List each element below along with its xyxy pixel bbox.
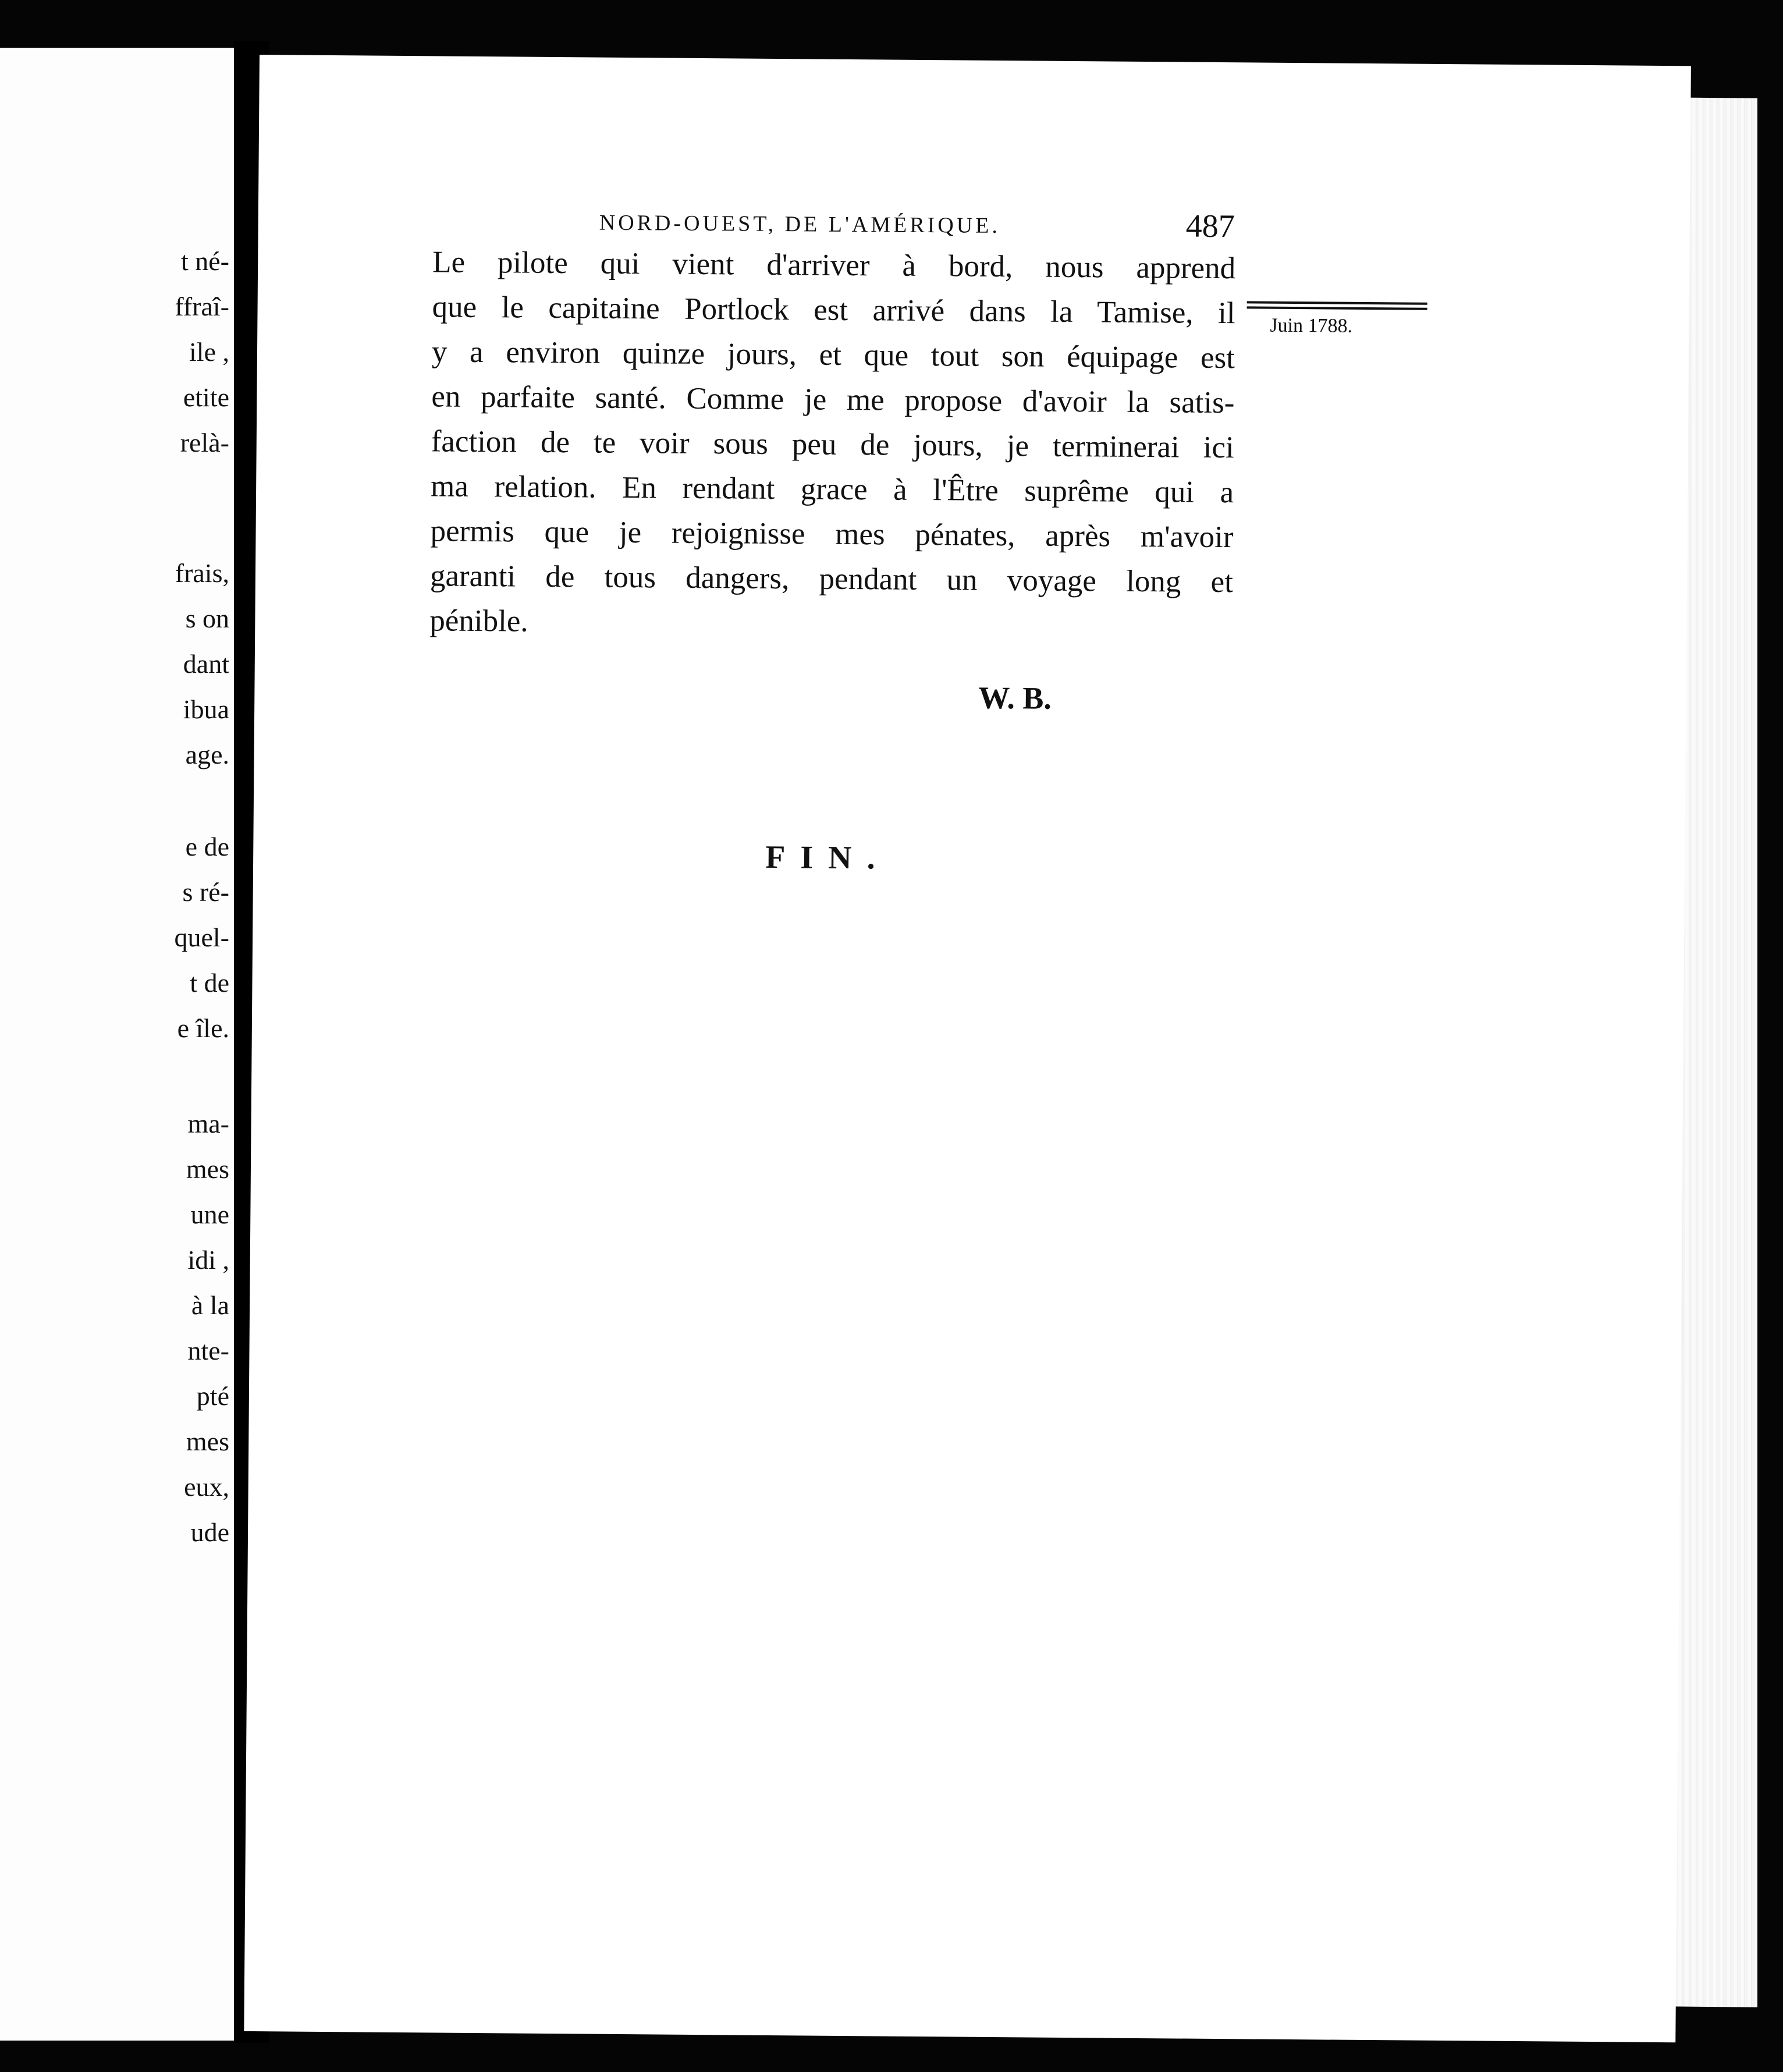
- left-line: une: [190, 1200, 229, 1229]
- body-line: faction de te voir sous peu de jours, je terminerai ici: [431, 424, 1234, 465]
- left-line: relà-: [180, 428, 229, 457]
- left-line: s on: [185, 604, 229, 633]
- left-line: t de: [190, 968, 229, 998]
- fin-label: FIN.: [765, 839, 890, 877]
- double-rule: [1247, 301, 1427, 304]
- page-number: 487: [1185, 208, 1235, 245]
- left-line: e île.: [177, 1013, 229, 1043]
- facing-page-left: [0, 48, 234, 2041]
- left-line: nte-: [187, 1336, 229, 1365]
- main-page: [244, 55, 1691, 2042]
- body-line: y a environ quinze jours, et que tout son équipage est: [431, 335, 1235, 375]
- body-line: que le capitaine Portlock est arrivé dans la Tamise, il: [432, 290, 1235, 331]
- left-line: mes: [186, 1427, 229, 1456]
- left-line: pté: [196, 1381, 229, 1411]
- body-line: Le pilote qui vient d'arriver à bord, nous apprend: [432, 245, 1236, 286]
- left-line: ile ,: [189, 337, 229, 367]
- body-line: en parfaite santé. Comme je me propose d'avoir la satis-: [431, 379, 1235, 420]
- body-paragraph: [429, 240, 1235, 650]
- running-head: NORD-OUEST, DE L'AMÉRIQUE.: [599, 210, 1001, 239]
- left-line: frais,: [175, 558, 229, 588]
- double-rule: [1247, 306, 1427, 310]
- body-line: permis que je rejoignisse mes pénates, après m'avoir: [430, 514, 1234, 555]
- signature: W. B.: [978, 680, 1052, 716]
- left-line: etite: [183, 382, 229, 412]
- left-line: eux,: [184, 1472, 229, 1502]
- left-line: e de: [185, 832, 229, 861]
- body-line: garanti de tous dangers, pendant un voyage long et: [429, 559, 1234, 599]
- left-line: mes: [186, 1154, 229, 1184]
- body-line: ma relation. En rendant grace à l'Être suprême qui a: [430, 469, 1234, 510]
- left-line: idi ,: [187, 1245, 229, 1275]
- body-line: pénible.: [429, 604, 528, 638]
- left-line: ffraî-: [175, 292, 229, 321]
- left-line: quel-: [174, 923, 229, 952]
- left-line: t né-: [180, 246, 229, 276]
- left-line: dant: [183, 649, 229, 679]
- left-line: ma-: [187, 1109, 229, 1138]
- left-line: à la: [191, 1290, 229, 1320]
- left-line: ude: [190, 1517, 229, 1547]
- margin-date: Juin 1788.: [1270, 314, 1353, 337]
- left-line: age.: [185, 740, 229, 769]
- left-line: s ré-: [182, 877, 229, 907]
- margin-note: [1246, 301, 1427, 338]
- left-line: ibua: [183, 694, 229, 724]
